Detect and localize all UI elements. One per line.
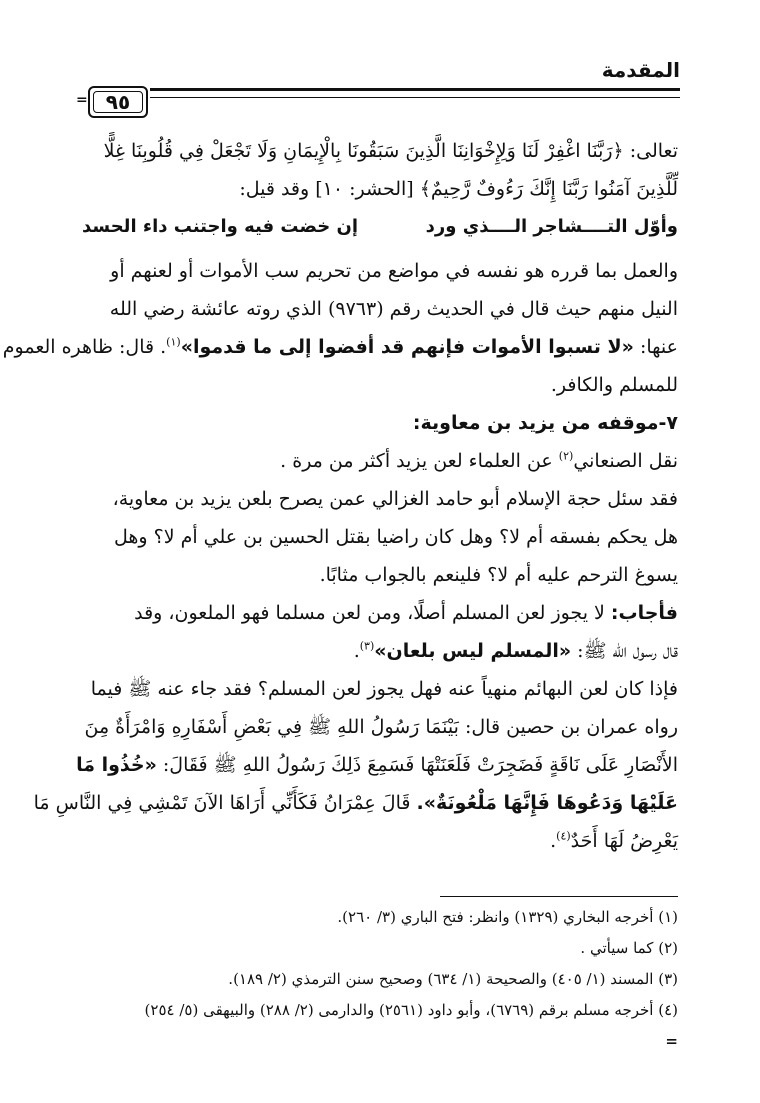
hadith-quote: «خُذُوا مَا <box>76 754 157 776</box>
text-line: رواه عمران بن حصين قال: بَيْنَمَا رَسُولُ اللهِ ﷺ فِي بَعْضِ أَسْفَارِهِ وَامْرَأَةٌ مِنَ <box>84 716 678 738</box>
footnote-ref: (٢) <box>558 449 574 463</box>
text-line: للمسلم والكافر. <box>550 374 678 396</box>
answer-label: فأجاب: <box>610 602 678 624</box>
text-span: يَعْرِضُ لَهَا أَحَدٌ <box>570 830 678 852</box>
footnote-ref: (١) <box>166 335 181 349</box>
text-line <box>82 594 678 632</box>
text-span: لا يجوز لعن المسلم أصلًا، ومن لعن مسلما فهو الملعون، وقد <box>134 602 611 624</box>
footnote: (٣) المسند (١/ ٤٠٥) والصحيحة (١/ ٦٣٤) وصحيح سنن الترمذي (٢/ ١٨٩). <box>228 970 678 988</box>
page-number-mark: = <box>76 92 88 108</box>
text-line <box>76 746 678 784</box>
text-line: فقد سئل حجة الإسلام أبو حامد الغزالي عمن يصرح بلعن يزيد بن معاوية، <box>112 488 678 510</box>
hadith-quote: عَلَيْهَا وَدَعُوهَا فَإِنَّهَا مَلْعُونَةٌ». <box>416 792 678 814</box>
page-number: ٩٥ <box>105 90 131 114</box>
text-line: فإذا كان لعن البهائم منهياً عنه فهل يجوز لعن المسلم؟ فقد جاء عنه ﷺ فيما <box>90 678 678 700</box>
footnote: (٢) كما سيأتي . <box>580 939 678 957</box>
text-span: . <box>353 640 360 662</box>
footnote-separator <box>440 896 678 897</box>
page-number-box <box>88 86 148 118</box>
text-line <box>33 784 678 822</box>
footnote: (١) أخرجه البخاري (١٣٢٩) وانظر: فتح الباري (٣/ ٢٦٠). <box>337 908 678 926</box>
text-span: . قال: ظاهره العموم <box>2 336 167 358</box>
text-line: النيل منهم حيث قال في الحديث رقم (٩٧٦٣) الذي روته عائشة رضي الله <box>109 298 678 320</box>
verse-first-hemistich: وأوّل التــــشاجر الــــذي ورد <box>425 216 678 237</box>
main-text <box>2 132 678 860</box>
text-line <box>82 822 678 860</box>
text-line <box>82 442 678 480</box>
text-line <box>82 632 678 670</box>
chapter-title: المقدمة <box>601 58 680 82</box>
hadith-quote: «لا تسبوا الأموات فإنهم قد أفضوا إلى ما قدموا» <box>180 336 634 358</box>
text-span: الأَنْصَارِ عَلَى نَاقَةٍ فَضَجِرَتْ فَلَعَنَتْهَا فَسَمِعَ ذَلِكَ رَسُولُ اللهِ ﷺ فَقَالَ: <box>156 754 678 776</box>
footnote-ref: (٤) <box>556 829 571 843</box>
text-span: قال رسول الله ﷺ: <box>571 640 678 662</box>
footnote-continuation-mark: = <box>665 1032 678 1050</box>
text-span: عن العلماء لعن يزيد أكثر من مرة . <box>280 450 559 472</box>
text-line: تعالى: ﴿رَبَّنَا اغْفِرْ لَنَا وَلِإِخْوَانِنَا الَّذِينَ سَبَقُونَا بِالْإِيمَانِ وَلَا تَجْعَلْ فِي قُلُوبِنَا غِلًّا <box>103 140 678 162</box>
text-line: والعمل بما قرره هو نفسه في مواضع من تحريم سب الأموات أو لعنهم أو <box>110 260 678 282</box>
header-rule <box>150 88 680 98</box>
section-heading: ٧-موقفه من يزيد بن معاوية: <box>412 412 678 434</box>
footnote: (٤) أخرجه مسلم برقم (٦٧٦٩)، وأبو داود (٢٥٦١) والدارمى (٢/ ٢٨٨) والبيهقى (٥/ ٢٥٤) <box>144 1001 678 1019</box>
text-span: نقل الصنعاني <box>573 450 678 472</box>
text-span: قَالَ عِمْرَانُ فَكَأَنِّي أَرَاهَا الآنَ تَمْشِي فِي النَّاسِ مَا <box>33 792 417 814</box>
text-span: عنها: <box>633 336 678 358</box>
text-line: لِّلَّذِينَ آمَنُوا رَبَّنَا إِنَّكَ رَءُوفٌ رَّحِيمٌ﴾ [الحشر: ١٠] وقد قيل: <box>239 178 678 200</box>
text-line: هل يحكم بفسقه أم لا؟ وهل كان راضيا بقتل الحسين بن علي أم لا؟ وهل <box>113 526 678 548</box>
text-span: . <box>550 830 557 852</box>
hadith-quote: «المسلم ليس بلعان» <box>374 640 572 662</box>
poem-verse <box>82 208 678 246</box>
footnote-ref: (٣) <box>359 639 375 653</box>
text-line: يسوغ الترحم عليه أم لا؟ فلينعم بالجواب مثابًا. <box>319 564 678 586</box>
verse-second-hemistich: إن خضت فيه واجتنب داء الحسد <box>82 216 358 237</box>
text-line <box>2 328 678 366</box>
footnotes <box>82 902 678 1057</box>
page-number-frame <box>93 91 143 113</box>
